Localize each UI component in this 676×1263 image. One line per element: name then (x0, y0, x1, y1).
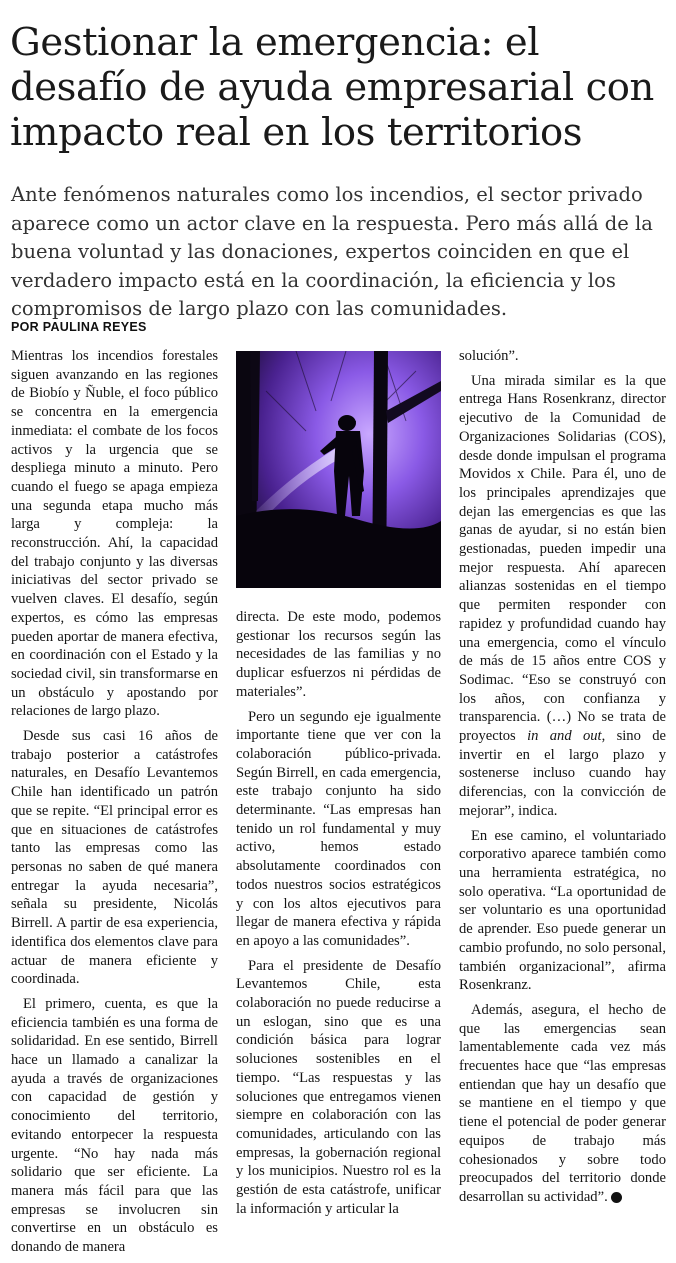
paragraph-text: Una mirada similar es la que entrega Hans Rosenkranz, director ejecutivo de la Comunidad de Organizaciones Solidarias (COS), desde donde impulsan el programa Movidos x Chile. Para él, uno de los principales aprendizajes que dejan las emergencias es que las ganas de ayudar, si no están bien gestionadas, pueden impedir una mejor respuesta. Ahí aparecen alianzas sostenidas en el tiempo que permiten responder con rapidez y profundidad cuando hay una emergencia, como el vínculo de más de 15 años entre COS y Sodimac. “Eso se construyó con los años, con confianza y transparencia. (…) No se trata de proyectos (459, 372, 666, 745)
paragraph: Desde sus casi 16 años de trabajo posterior a catástrofes naturales, en Desafío Levantemos Chile han identificado un patrón que se repite. “El principal error es que en situaciones de catástrofes tanto las empresas como las personas no saben de qué manera entregar la ayuda necesaria”, señala su presidente, Nicolás Birrell. A partir de esa experiencia, identifica dos elementos clave para actuar de manera eficiente y coordinada. (11, 728, 218, 988)
article-headline: Gestionar la emergencia: el desafío de ayuda empresarial con impacto real en los territorios (10, 20, 654, 155)
paragraph-text: , sino de invertir en el largo plazo y sostenerse incluso cuando hay diferencias, con la convicción de mejorar”, indica. (459, 728, 666, 819)
paragraph: El primero, cuenta, es que la eficiencia también es una forma de solidaridad. En ese sentido, Birrell hace un llamado a canalizar la ayuda a través de organizaciones con capacidad de gestión y conocimiento del territorio, evitando entorpecer la respuesta urgente. “No hay nada más solidario que ser eficiente. La manera más fácil para que las empresas se involucren sin convertirse en un obstáculo es donando de manera (11, 995, 218, 1256)
column-3 (459, 347, 666, 1213)
paragraph: directa. De este modo, podemos gestionar los recursos según las necesidades de las familias y no duplicar esfuerzos ni pérdidas de materiales”. (236, 609, 441, 700)
end-mark-icon: P (611, 1192, 622, 1203)
paragraph: Para el presidente de Desafío Levantemos Chile, esta colaboración no puede reducirse a un eslogan, sino que es una condición básica para lograr soluciones sostenibles en el tiempo. “Las respuestas y las soluciones que entregamos vienen siempre en colaboración con las comunidades, articulando con las empresas, la gobernación regional y los municipios. Nuestro rol es la gestión de esta catástrofe, unificar la información y articular la (236, 957, 441, 1217)
paragraph: solución”. (459, 348, 519, 364)
paragraph: Mientras los incendios forestales siguen avanzando en las regiones de Biobío y Ñuble, el foco público se concentra en la emergencia inmediata: el combate de los focos activos y la urgencia que se despliega minuto a minuto. Pero cuando el fuego se apaga empieza una segunda etapa mucho más larga y compleja: la reconstrucción. Ahí, la capacidad del trabajo conjunto y las diversas iniciativas del sector privado se vuelven claves. El desafío, según expertos, es cómo las empresas pueden aportar de manera efectiva, en coordinación con el Estado y la sociedad civil, sin transformarse en un obstáculo y apostando por relaciones de largo plazo. (11, 348, 218, 720)
column-1 (11, 347, 218, 1263)
paragraph: Pero un segundo eje igualmente importante tiene que ver con la colaboración público-privada. Según Birrell, en cada emergencia, este trabajo conjunto ha sido determinante. “Las empresas han tenido un rol fundamental y muy activo, hemos estado absolutamente coordinados con todos nuestros socios estratégicos y con los altos ejecutivos para llegar de manera efectiva y rápida en apoyo a las comunidades”. (236, 708, 441, 949)
paragraph: En ese camino, el voluntariado corporativo aparece también como una herramienta estratégica, no solo operativa. “La oportunidad de ser voluntario es una oportunidad de aprender. Eso puede generar un cambio profundo, no solo personal, también organizacional”, afirma Rosenkranz. (459, 827, 666, 994)
paragraph (459, 1001, 666, 1207)
article-byline: POR PAULINA REYES (11, 320, 147, 334)
column-2 (236, 608, 441, 1225)
article-lead: Ante fenómenos naturales como los incendios, el sector privado aparece como un actor clave en la respuesta. Pero más allá de la buena voluntad y las donaciones, expertos coinciden en que el verdadero impacto está en la coordinación, la eficiencia y los compromisos de largo plazo con las comunidades. (11, 183, 653, 320)
firefighter-silhouette-photo (236, 351, 441, 588)
paragraph (459, 372, 666, 821)
italic-phrase: in and out (527, 728, 602, 745)
paragraph-text: Además, asegura, el hecho de que las emergencias sean lamentablemente cada vez más frecuentes hace que “las empresas entiendan que hay un desafío que se mantiene en el tiempo y que tiene el potencial de poder generar equipos de trabajo más cohesionados y sobre todo preocupados del territorio donde desarrollan su actividad”. (459, 1001, 666, 1205)
